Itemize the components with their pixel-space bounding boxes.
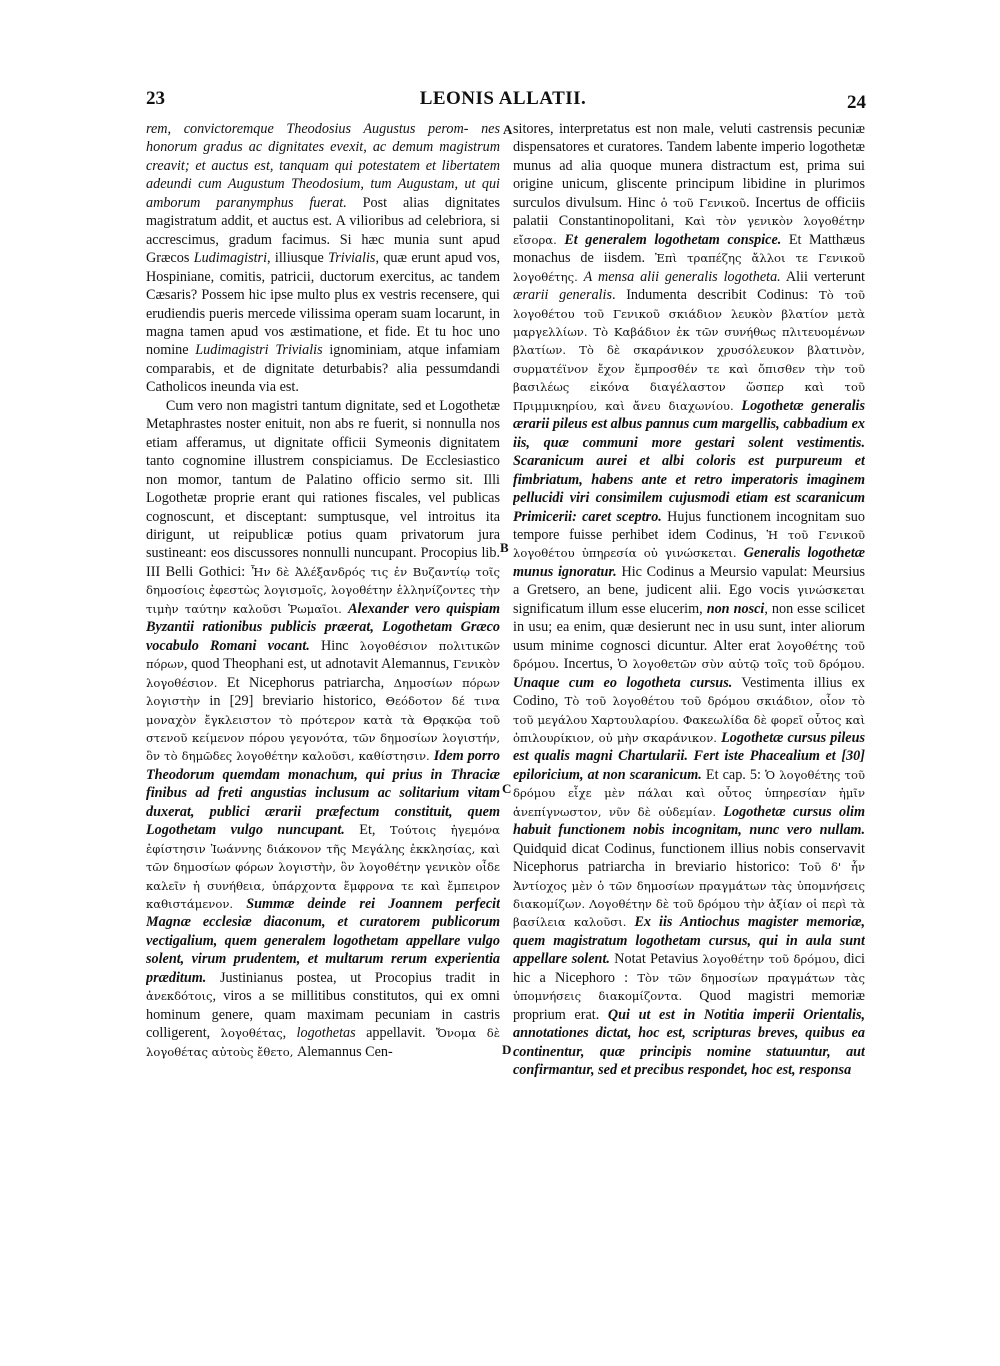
text-run: Post alias dignitates magistratum addit, et auctus est. A vilioribus ad celebriora, si accrescimus, gradum facimus. Si hæc munia sunt apud Græcos	[146, 194, 500, 267]
text-run	[737, 545, 744, 561]
margin-mark-d: D	[502, 1042, 512, 1057]
greek-text-run: Τοῦ δ' ἦν Ἀντίοχος μὲν ὁ τῶν δημοσίων πραγμάτων τὰς ὑπομνήσεις διακομίζων. Λογοθέτην δὲ τοῦ δρόμου τὴν ἀξίαν οἱ περὶ τὰ βασίλεια καλοῦσι.	[513, 860, 865, 930]
text-run: appellavit.	[355, 1025, 436, 1042]
text-run: significatum illum esse elucerim,	[513, 600, 707, 617]
text-run: Et,	[344, 822, 390, 839]
italic-text-run: A mensa alii generalis logotheta.	[583, 268, 781, 285]
text-run: , non esse scilicet in usu; ea enim, quæ desierunt nec in usu sunt, inter aliorum usum minime cognosci dicuntur. Alter erat	[513, 600, 865, 654]
italic-text-run: non nosci	[706, 600, 765, 617]
italic-text-run: Et generalem logothetam conspice.	[564, 231, 782, 248]
italic-text-run: Ludimagistri	[193, 250, 268, 267]
greek-text-run: λογοθέτην τοῦ δρόμου	[702, 952, 836, 967]
text-run: Et Nicephorus patriarcha,	[217, 674, 394, 691]
left-column	[146, 120, 500, 1330]
greek-text-run: Ὄνομα δὲ λογοθέτας αὐτοὺς ἔθετο,	[146, 1026, 500, 1059]
greek-text-run: Γενικὸν λογοθέσιον.	[146, 657, 500, 690]
greek-text-run: Ἐπὶ τραπέζης ἄλλοι τε Γενικοῦ λογοθέτης.	[513, 251, 865, 284]
text-run: Et cap. 5:	[701, 766, 766, 783]
text-run: Notat Petavius	[609, 951, 703, 968]
italic-text-run: Ex iis Antiochus magister memoriæ, quem magistratum logothetam cursus, qui in aula sunt appellare solent.	[513, 914, 865, 968]
text-run: , viros a se millitibus constitutos, qui ex omni hominum genere, quam maximam pecuniam in castris colligerent,	[146, 988, 500, 1042]
text-run: , quod Theophani est, ut adnotavit Alemannus,	[183, 656, 454, 673]
text-run: Hinc	[309, 637, 360, 654]
left-paragraph-1	[146, 120, 500, 397]
text-run: Hic Codinus a Meursio vapulat: Meursius a Gretsero, an bene, judicent alii. Ego vocis	[513, 563, 865, 599]
text-run: , dici hic a Nicephoro :	[513, 951, 865, 986]
italic-text-run: Unaque cum eo logotheta cursus.	[513, 674, 733, 691]
greek-text-run: λογοθέσιον πολιτικῶν πόρων	[146, 638, 500, 672]
text-run: sitores, interpretatus est non male, veluti castrensis pecuniæ dispensatores et curatores. Tandem labente imperio logothetæ munus ad alia quoque munera distractum est, prima sui origine unicum, gliscente principum libidine in plurimos surculos divulsum. Hinc	[513, 121, 865, 211]
text-run: . Incertus,	[555, 656, 618, 673]
greek-text-run: Δημοσίων πόρων λογιστὴν	[146, 675, 500, 709]
text-run: , quæ erunt apud vos, Hospiniane, comitis, patricii, ductorum exercitus, ac tandem Cæsaris? Possem hic ipse multo plus ex vestris recensere, qui erudiendis pueris mercede vilissima operam suam locarunt, in magna tamen apud vos æstimatione, et fide. Et tu hoc uno nomine	[146, 250, 500, 359]
italic-text-run: Alexander vero quispiam Byzantii rationibus publicis præerat, Logothetam Græco vocabulo Romani vocant.	[146, 600, 500, 654]
greek-text-run: Τὸν τῶν δημοσίων πραγμάτων τὰς ὑπομνήσεις διακομίζοντα.	[513, 970, 865, 1004]
greek-text-run: Τὸ τοῦ λογοθέτου τοῦ δρόμου σκιάδιον, οἷον τὸ τοῦ μεγάλου Χαρτουλαρίου. Φακεωλίδα δὲ φορεῖ οὗτος καὶ ὀπιλουρίκιον, οὐ μὴν σκαράνικον.	[513, 694, 865, 745]
text-run: ignominiam, atque infamiam comparabis, et de dignitate deturbabis? alia pessumdandi Catholicos ineunda via est.	[146, 342, 500, 396]
text-run: Alemannus Cen-	[293, 1043, 393, 1060]
running-title: LEONIS ALLATII.	[419, 88, 587, 109]
text-run: Cum vero non magistri tantum dignitate, sed et Logothetæ Metaphrastes noster enituit, non abs re fuerit, si nonnulla nos etiam afferamus, ut dignitate officii Symeonis dignitatem tanto cognomine illustrem conspiciamus. De Ecclesiastico non momor, tantum de Palatino officio sermo sit. Illi Logothetæ proprie erant qui rationes fiscales, vel publicas cognoscunt, et disceptant: sumptusque, vel introitus ita dirigunt, ut reipublicæ potius quam privatorum jura sustineant: eos discussores nonnulli nuncupant. Procopius lib. III Belli Gothici:	[146, 397, 500, 580]
text-run: ,	[282, 1025, 297, 1042]
text-run: , illiusque	[267, 250, 329, 267]
italic-text-run: Ludimagistri Trivialis	[195, 342, 323, 359]
italic-text-run: logothetas	[296, 1025, 356, 1042]
greek-text-run: γινώσκεται	[797, 583, 865, 598]
italic-text-run: Logothetæ cursus olim habuit functionem nobis incognitam, nunc vero nullam.	[513, 803, 865, 839]
greek-text-run: Καὶ τὸν γενικὸν λογοθέτην εἴσορα.	[513, 214, 865, 247]
greek-text-run: ὁ τοῦ Γενικοῦ	[660, 195, 747, 210]
text-run: in [29] breviario historico,	[200, 693, 386, 710]
text-run: Quod magistri memoriæ proprium erat.	[513, 988, 865, 1023]
text-run: Et Matthæus monachus de iisdem.	[513, 231, 865, 267]
text-run: . Indumenta describit Codinus:	[611, 287, 820, 304]
right-column	[513, 120, 865, 1330]
greek-text-run: ἀνεκδότοις	[146, 989, 213, 1004]
text-run: Justinianus postea, ut Procopius tradit in	[206, 969, 500, 986]
greek-text-run: Ὁ λογοθέτης τοῦ δρόμου εἶχε μὲν πάλαι καὶ οὗτος ὑπηρεσίαν ἡμῖν ἀνεπίγνωστον, νῦν δὲ οὐδεμίαν.	[513, 767, 865, 819]
right-paragraph-1	[513, 120, 865, 1080]
greek-text-run: Ἦν δὲ Ἀλέξανδρός τις ἐν Βυζαντίῳ τοῖς δημοσίοις ἐφεστὼς λογισμοῖς, λογοθέτην ἑλληνίζοντες τὴν τιμὴν ταύτην καλοῦσι Ῥωμαῖοι.	[146, 564, 500, 616]
greek-text-run: Ἡ τοῦ Γενικοῦ λογοθέτου ὑπηρεσία οὐ γινώσκεται.	[513, 527, 865, 561]
text-run: Hujus functionem incognitam suo tempore fuisse perhibet idem Codinus,	[513, 508, 865, 543]
margin-mark-c: C	[502, 781, 512, 796]
margin-mark-b: B	[500, 540, 509, 555]
italic-text-run: Qui ut est in Notitia imperii Orientalis, annotationes dictat, hoc est, scripturas breves, quibus ea continentur, quæ principis nomine statuuntur, aut confirmantur, sed et precibus respondet, hoc est, responsa	[513, 1006, 865, 1079]
italic-text-run: Summæ deinde rei Joannem perfecit Magnæ ecclesiæ diaconum, et curatorem publicorum vectigalium, quem generalem logothetam appellare vulgo solent, virum prudentem, et multarum rerum experientia præditum.	[146, 896, 500, 986]
text-run: . Incertus de officiis palatii Constantinopolitani,	[513, 194, 865, 230]
italic-text-run: Idem porro Theodorum quemdam monachum, qui prius in Thraciæ finibus ad freti angustias inclusum ac solitarium vitam duxerat, publici ærarii præfectum constituit, quem Logothetam vulgo nuncupant.	[146, 748, 500, 839]
greek-text-run: Τούτοις ἡγεμόνα ἐφίστησιν Ἰωάννης διάκονον τῆς Μεγάλης ἐκκλησίας, καὶ τῶν δημοσίων φόρων λογιστὴν, ὃν λογοθέτην γενικὸν οἶδε καλεῖν ἡ συνήθεια, ὑπάρχοντα ἔμφρονα τε καὶ ἔμπειρον καθιστάμενον.	[146, 823, 500, 912]
text-run	[233, 896, 246, 912]
italic-text-run: rem, convictoremque Theodosius Augustus perom- nes honorum gradus ac dignitates evexit, ac demum magistrum creavit; et auctus est, tanquam qui potestatem et libertatem adeundi cum Augustum Theodosium, tum Augustam, ut qui amborum paranymphus fuerat.	[146, 121, 500, 211]
greek-text-run: Ὁ λογοθετῶν σὺν αὐτῷ τοῖς τοῦ δρόμου.	[617, 657, 865, 672]
italic-text-run: Generalis logothetæ munus ignoratur.	[513, 545, 865, 580]
greek-text-run: λογοθέτης τοῦ δρόμου	[513, 638, 865, 672]
italic-text-run: ærarii generalis	[513, 287, 612, 304]
left-paragraph-2	[146, 397, 500, 1061]
greek-text-run: Τὸ τοῦ λογοθέτου τοῦ Γενικοῦ σκιάδιον λευκὸν βλατίον μετὰ μαργελλίων. Τὸ Καβάδιον ἐκ τῶν συνήθως πλιτευομένων βλατίων. Τὸ δὲ σκαράνικον χρυσόλευκον βλατινὸν, συρματέϊνον ἔχον ἔμπροσθέν τε καὶ ὄπισθεν τὴν τοῦ βασιλέως εἰκόνα διαγέλαστον ὥσπερ καὶ τοῦ Πριμμικηρίου, καὶ ἄνευ διαχωνίου.	[513, 288, 865, 413]
text-run: Alii verterunt	[780, 268, 865, 285]
italic-text-run: Logothetæ generalis ærarii pileus est albus pannus cum margellis, cabbadium ex iis, quæ communi more gestari solent vestimentis. Scaranicum aurei et albi coloris est purpureum et fimbriatum, habens ante et retro imperatoris imaginem pellucidi viri consimilem cujusmodi etiam est scaranicum Primicerii: caret sceptro.	[513, 397, 865, 525]
page-number-right: 24	[847, 92, 866, 113]
italic-text-run: Trivialis	[328, 250, 376, 267]
italic-text-run: Logothetæ cursus pileus est qualis magni Chartularii. Fert iste Phacealium et [30] epiloricium, at non scaranicum.	[513, 729, 865, 783]
greek-text-run: λογοθέτας	[220, 1026, 283, 1041]
text-run: Quidquid dicat Codinus, functionem illius nobis conservavit Nicephorus patriarcha in breviario historico:	[513, 840, 865, 876]
page-number-left: 23	[146, 88, 165, 109]
text-run: Vestimenta illius ex Codino,	[513, 674, 865, 710]
greek-text-run: Θεόδοτον δέ τινα μοναχὸν ἔγκλειστον τὸ πρότερον κατὰ τὰ Θρᾳκῷα τοῦ στενοῦ κείμενον πόρου γεγονότα, τῶν δημοσίων λογιστήν, ὃν τὸ δημῶδες λογοθέτην καλοῦσι, καθίστησιν.	[146, 694, 500, 764]
running-header	[140, 88, 866, 112]
margin-mark-a: A	[503, 122, 513, 137]
